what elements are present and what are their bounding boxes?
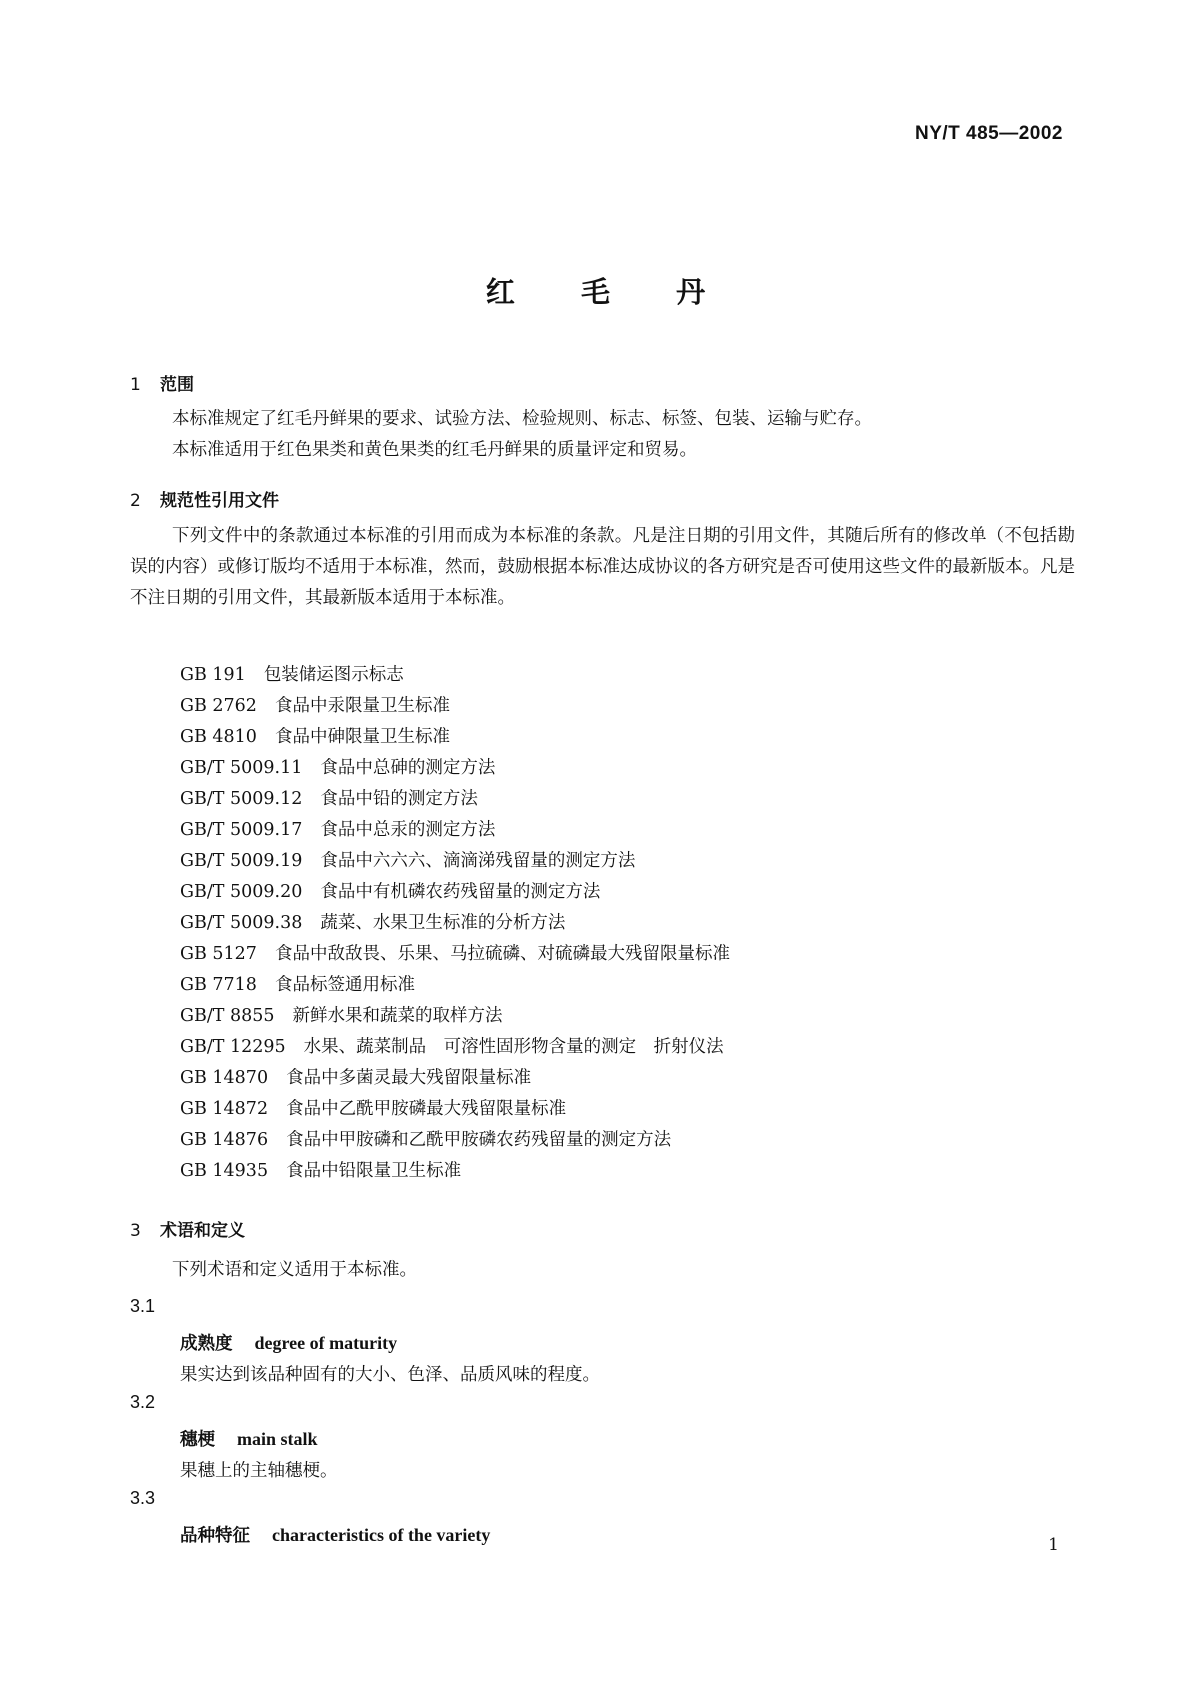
term-chinese: 穗梗 bbox=[180, 1430, 215, 1450]
reference-code: GB/T 5009.20 bbox=[180, 882, 303, 902]
reference-code: GB 4810 bbox=[180, 727, 257, 747]
section-heading-terms bbox=[130, 1216, 245, 1241]
reference-title: 食品标签通用标准 bbox=[274, 975, 415, 995]
section-title: 规范性引用文件 bbox=[160, 491, 279, 511]
reference-title: 蔬菜、水果卫生标准的分析方法 bbox=[320, 913, 566, 933]
list-item bbox=[180, 722, 730, 753]
reference-title: 食品中汞限量卫生标准 bbox=[274, 696, 450, 716]
clause-number: 3.3 bbox=[130, 1488, 156, 1508]
term-english: main stalk bbox=[237, 1429, 318, 1449]
term-entry bbox=[180, 1522, 490, 1547]
reference-title: 食品中多菌灵最大残留限量标准 bbox=[286, 1068, 532, 1088]
reference-code: GB 2762 bbox=[180, 696, 257, 716]
title-char: 毛 bbox=[580, 275, 610, 309]
section-number: 2 bbox=[130, 491, 141, 511]
document-title bbox=[0, 270, 1191, 311]
list-item bbox=[180, 970, 730, 1001]
reference-code: GB/T 5009.38 bbox=[180, 913, 303, 933]
section-heading-scope bbox=[130, 370, 194, 395]
reference-title: 食品中总砷的测定方法 bbox=[320, 758, 496, 778]
reference-title: 新鲜水果和蔬菜的取样方法 bbox=[292, 1006, 503, 1026]
page-number: 1 bbox=[1048, 1535, 1059, 1555]
reference-title: 食品中敌敌畏、乐果、马拉硫磷、对硫磷最大残留限量标准 bbox=[274, 944, 730, 964]
section-number: 3 bbox=[130, 1221, 141, 1241]
list-item bbox=[180, 1125, 730, 1156]
reference-title: 食品中六六六、滴滴涕残留量的测定方法 bbox=[320, 851, 636, 871]
reference-code: GB 14872 bbox=[180, 1099, 269, 1119]
scope-paragraph: 本标准规定了红毛丹鲜果的要求、试验方法、检验规则、标志、标签、包装、运输与贮存。 bbox=[172, 409, 872, 429]
terms-intro-paragraph: 下列术语和定义适用于本标准。 bbox=[172, 1260, 417, 1280]
reference-code: GB/T 8855 bbox=[180, 1006, 275, 1026]
list-item bbox=[180, 1156, 730, 1187]
references-intro-paragraph: 下列文件中的条款通过本标准的引用而成为本标准的条款。凡是注日期的引用文件，其随后所有的修改单（不包括勘误的内容）或修订版均不适用于本标准，然而，鼓励根据本标准达成协议的各方研究是否可使用这些文件的最新版本。凡是不注日期的引用文件，其最新版本适用于本标准。 bbox=[130, 526, 1075, 608]
section-title: 范围 bbox=[160, 375, 194, 395]
reference-title: 水果、蔬菜制品 可溶性固形物含量的测定 折射仪法 bbox=[303, 1037, 724, 1057]
reference-code: GB/T 12295 bbox=[180, 1037, 286, 1057]
list-item bbox=[180, 660, 730, 691]
title-char: 红 bbox=[485, 275, 515, 309]
term-english: degree of maturity bbox=[254, 1333, 398, 1353]
list-item bbox=[180, 846, 730, 877]
reference-code: GB 14935 bbox=[180, 1161, 269, 1181]
reference-title: 食品中铅的测定方法 bbox=[320, 789, 478, 809]
list-item bbox=[180, 877, 730, 908]
reference-title: 食品中铅限量卫生标准 bbox=[286, 1161, 462, 1181]
list-item bbox=[180, 753, 730, 784]
term-chinese: 品种特征 bbox=[180, 1526, 250, 1546]
reference-title: 食品中总汞的测定方法 bbox=[320, 820, 496, 840]
reference-list bbox=[180, 660, 730, 1187]
list-item bbox=[180, 691, 730, 722]
reference-code: GB/T 5009.12 bbox=[180, 789, 303, 809]
reference-code: GB 191 bbox=[180, 665, 246, 685]
list-item bbox=[180, 1032, 730, 1063]
term-english: characteristics of the variety bbox=[272, 1525, 491, 1545]
clause-number: 3.2 bbox=[130, 1392, 156, 1412]
list-item bbox=[180, 784, 730, 815]
scope-paragraph: 本标准适用于红色果类和黄色果类的红毛丹鲜果的质量评定和贸易。 bbox=[172, 440, 697, 460]
reference-code: GB 14876 bbox=[180, 1130, 269, 1150]
reference-title: 食品中有机磷农药残留量的测定方法 bbox=[320, 882, 601, 902]
title-char: 丹 bbox=[676, 275, 706, 309]
reference-code: GB/T 5009.19 bbox=[180, 851, 303, 871]
term-entry bbox=[180, 1426, 318, 1451]
reference-code: GB 14870 bbox=[180, 1068, 269, 1088]
list-item bbox=[180, 815, 730, 846]
section-title: 术语和定义 bbox=[160, 1221, 245, 1241]
list-item bbox=[180, 1063, 730, 1094]
reference-code: GB 5127 bbox=[180, 944, 257, 964]
reference-title: 包装储运图示标志 bbox=[263, 665, 404, 685]
section-heading-normative-references bbox=[130, 486, 279, 511]
list-item bbox=[180, 1001, 730, 1032]
standard-code: NY/T 485—2002 bbox=[914, 123, 1063, 144]
reference-title: 食品中甲胺磷和乙酰甲胺磷农药残留量的测定方法 bbox=[286, 1130, 672, 1150]
reference-title: 食品中砷限量卫生标准 bbox=[274, 727, 450, 747]
list-item bbox=[180, 1094, 730, 1125]
term-entry bbox=[180, 1330, 397, 1355]
reference-code: GB 7718 bbox=[180, 975, 257, 995]
reference-code: GB/T 5009.11 bbox=[180, 758, 303, 778]
term-definition: 果穗上的主轴穗梗。 bbox=[180, 1461, 338, 1481]
term-chinese: 成熟度 bbox=[180, 1334, 233, 1354]
term-definition: 果实达到该品种固有的大小、色泽、品质风味的程度。 bbox=[180, 1365, 600, 1385]
clause-number: 3.1 bbox=[130, 1296, 156, 1316]
reference-code: GB/T 5009.17 bbox=[180, 820, 303, 840]
section-number: 1 bbox=[130, 375, 141, 395]
reference-title: 食品中乙酰甲胺磷最大残留限量标准 bbox=[286, 1099, 567, 1119]
list-item bbox=[180, 939, 730, 970]
list-item bbox=[180, 908, 730, 939]
